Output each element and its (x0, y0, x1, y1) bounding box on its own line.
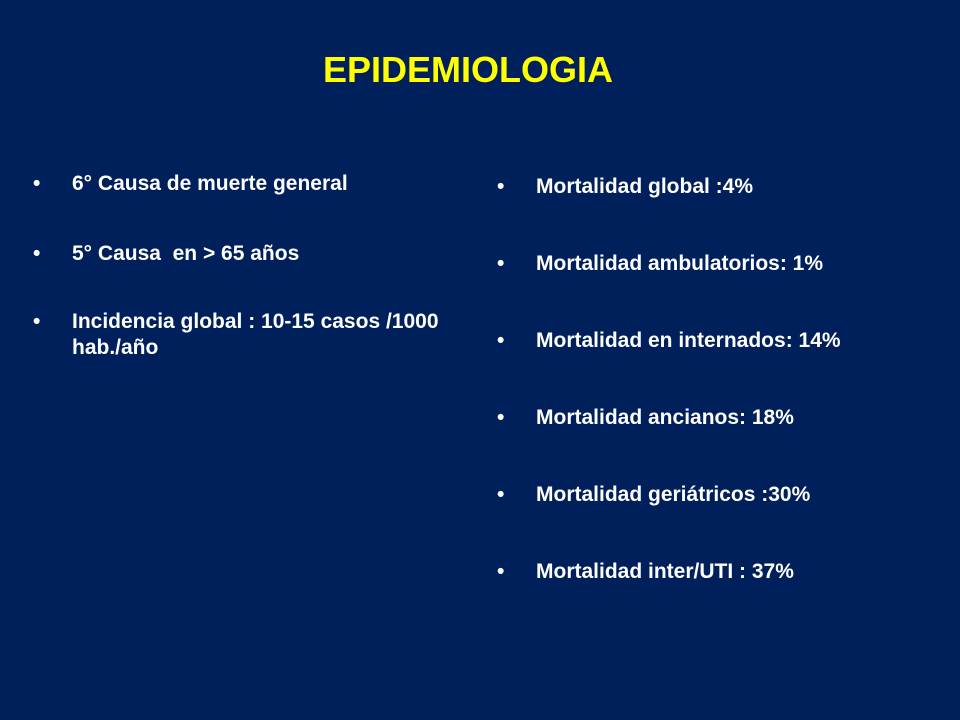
bullet-icon: • (497, 329, 505, 352)
list-item (497, 482, 937, 508)
bullet-text: Mortalidad en internados: 14% (536, 329, 841, 352)
list-item (497, 328, 937, 354)
bullet-icon: • (497, 560, 505, 583)
bullet-text: 6° Causa de muerte general (72, 172, 348, 195)
left-bullet-list (33, 171, 473, 405)
bullet-text: Mortalidad ancianos: 18% (536, 406, 794, 429)
bullet-text: Mortalidad global :4% (536, 175, 754, 198)
right-bullet-list (497, 174, 937, 636)
bullet-text: Mortalidad ambulatorios: 1% (536, 252, 824, 275)
bullet-icon: • (33, 310, 41, 333)
bullet-icon: • (33, 242, 41, 265)
list-item (33, 171, 473, 197)
bullet-text: Incidencia global : 10-15 casos /1000 hab./año (72, 310, 439, 359)
list-item (497, 559, 937, 585)
bullet-icon: • (497, 175, 505, 198)
slide-title: EPIDEMIOLOGIA (322, 49, 614, 90)
bullet-text: Mortalidad inter/UTI : 37% (536, 560, 794, 583)
list-item (33, 309, 473, 361)
bullet-icon: • (497, 483, 505, 506)
list-item (497, 405, 937, 431)
bullet-text: Mortalidad geriátricos :30% (536, 483, 811, 506)
bullet-icon: • (497, 252, 505, 275)
list-item (33, 241, 473, 267)
bullet-icon: • (33, 172, 41, 195)
bullet-icon: • (497, 406, 505, 429)
list-item (497, 174, 937, 200)
list-item (497, 251, 937, 277)
bullet-text: 5° Causa en > 65 años (72, 242, 300, 265)
